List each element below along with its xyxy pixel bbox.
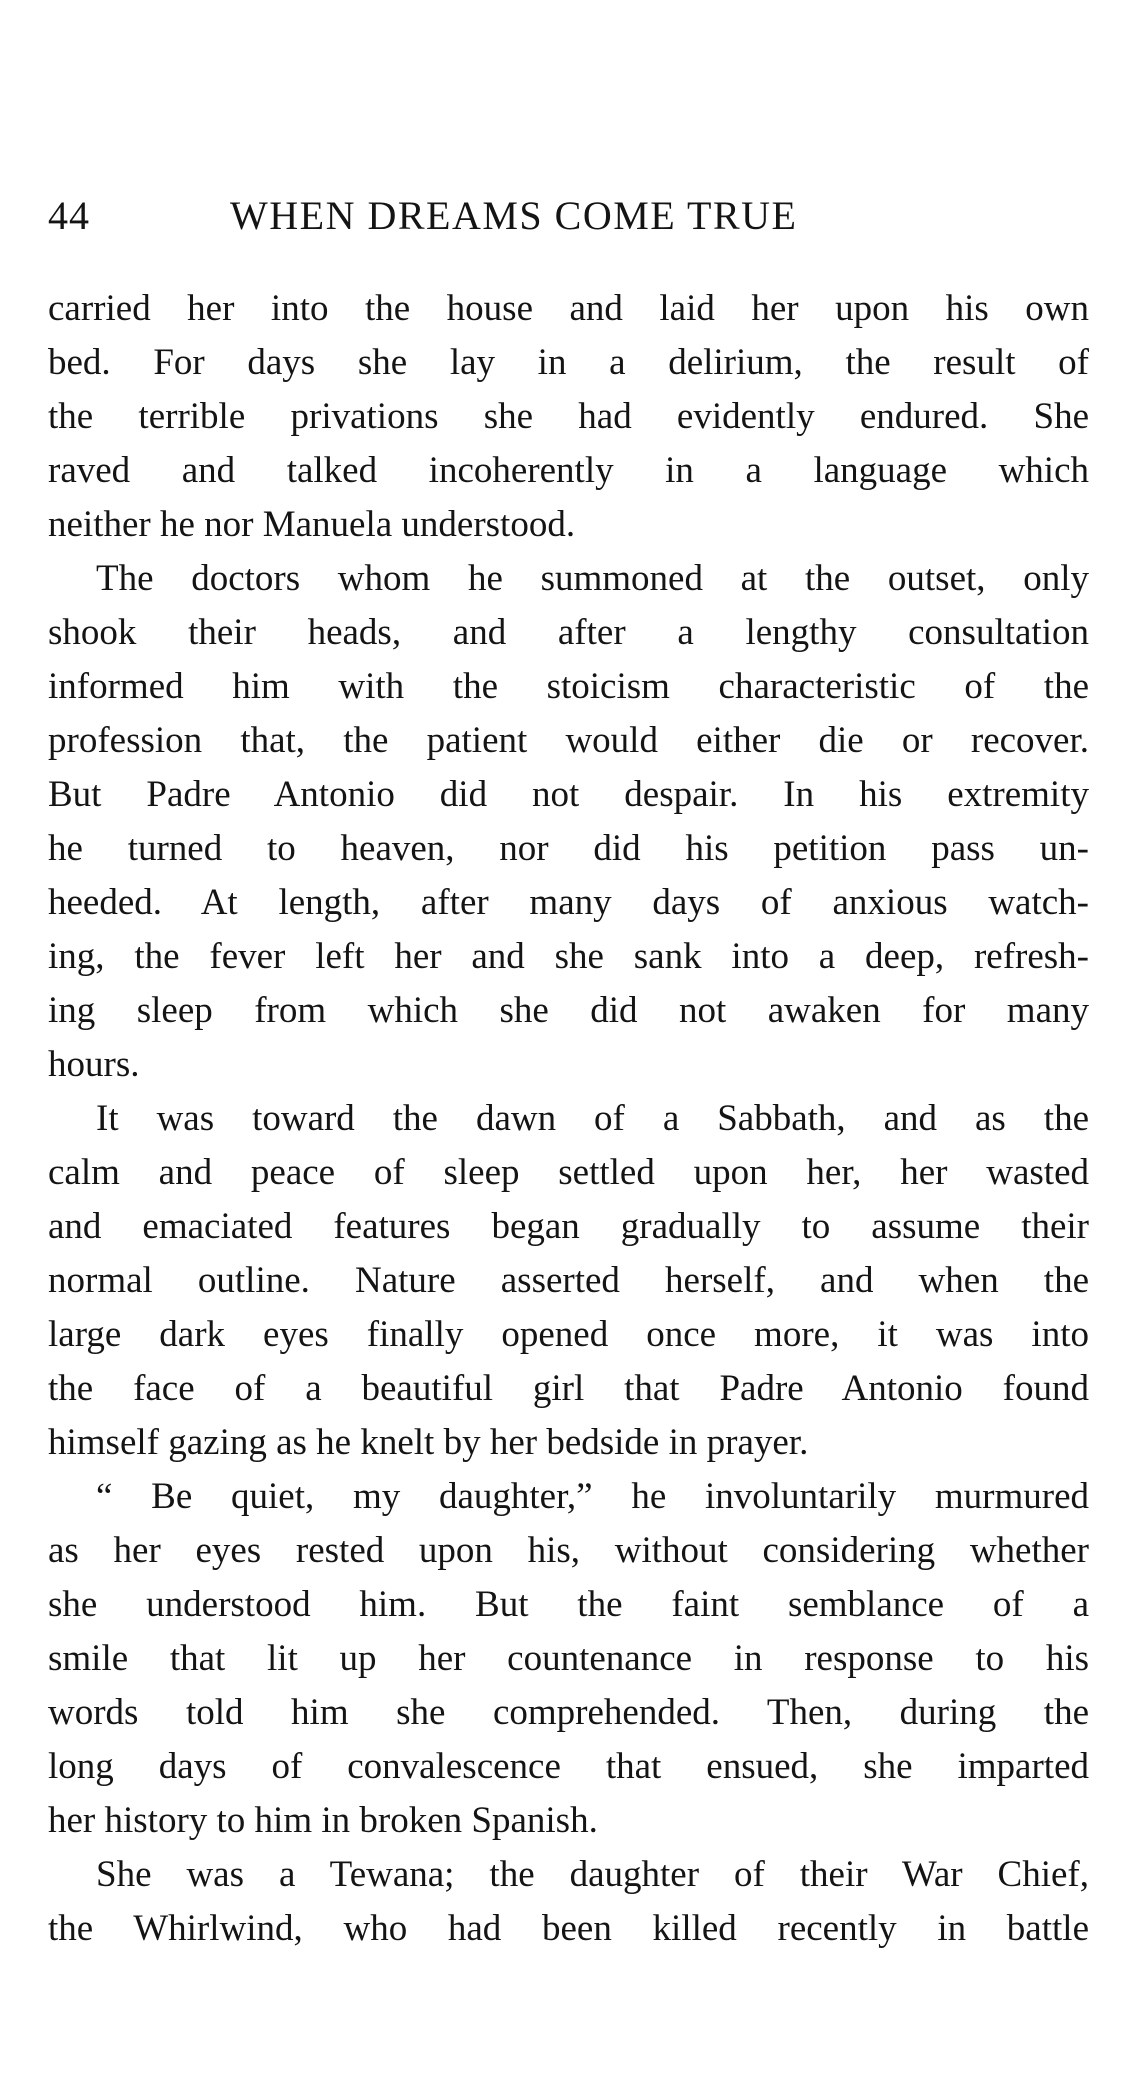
text-line: informed him with the stoicism characteristic of the <box>48 666 1089 707</box>
text-line: and emaciated features began gradually to assume their <box>48 1206 1089 1247</box>
text-line: normal outline. Nature asserted herself, and when the <box>48 1260 1089 1301</box>
text-line: the terrible privations she had evidently endured. She <box>48 396 1089 437</box>
text-line: “ Be quiet, my daughter,” he involuntarily murmured <box>96 1476 1089 1517</box>
paragraph <box>48 552 1089 1092</box>
text-line: The doctors whom he summoned at the outset, only <box>96 558 1089 599</box>
text-line: profession that, the patient would either die or recover. <box>48 720 1089 761</box>
paragraph <box>48 282 1089 552</box>
text-line: ing, the fever left her and she sank into a deep, refresh- <box>48 936 1089 977</box>
text-line: raved and talked incoherently in a language which <box>48 450 1089 491</box>
text-line: She was a Tewana; the daughter of their War Chief, <box>96 1854 1089 1895</box>
text-line: smile that lit up her countenance in response to his <box>48 1638 1089 1679</box>
text-line: hours. <box>48 1044 140 1085</box>
text-line: heeded. At length, after many days of anxious watch- <box>48 882 1089 923</box>
text-line: ing sleep from which she did not awaken for many <box>48 990 1089 1031</box>
paragraph <box>48 1470 1089 1848</box>
text-line: himself gazing as he knelt by her bedside in prayer. <box>48 1422 809 1463</box>
text-line: he turned to heaven, nor did his petition pass un- <box>48 828 1089 869</box>
text-line: large dark eyes finally opened once more, it was into <box>48 1314 1089 1355</box>
text-line: But Padre Antonio did not despair. In his extremity <box>48 774 1089 815</box>
text-line: carried her into the house and laid her upon his own <box>48 288 1089 329</box>
text-line: her history to him in broken Spanish. <box>48 1800 598 1841</box>
page-number: 44 <box>48 193 90 238</box>
text-line: calm and peace of sleep settled upon her, her wasted <box>48 1152 1089 1193</box>
paragraph <box>48 1092 1089 1470</box>
text-line: the face of a beautiful girl that Padre Antonio found <box>48 1368 1089 1409</box>
running-head <box>48 186 1088 246</box>
text-line: long days of convalescence that ensued, she imparted <box>48 1746 1089 1787</box>
paragraph <box>48 1848 1089 1956</box>
running-title: WHEN DREAMS COME TRUE <box>230 193 798 238</box>
text-line: shook their heads, and after a lengthy consultation <box>48 612 1089 653</box>
body-text <box>48 282 1089 1956</box>
text-line: she understood him. But the faint semblance of a <box>48 1584 1089 1625</box>
text-line: words told him she comprehended. Then, during the <box>48 1692 1089 1733</box>
text-line: neither he nor Manuela understood. <box>48 504 576 545</box>
text-line: bed. For days she lay in a delirium, the result of <box>48 342 1089 383</box>
text-line: It was toward the dawn of a Sabbath, and as the <box>96 1098 1089 1139</box>
text-line: as her eyes rested upon his, without considering whether <box>48 1530 1089 1571</box>
text-line: the Whirlwind, who had been killed recently in battle <box>48 1908 1089 1949</box>
